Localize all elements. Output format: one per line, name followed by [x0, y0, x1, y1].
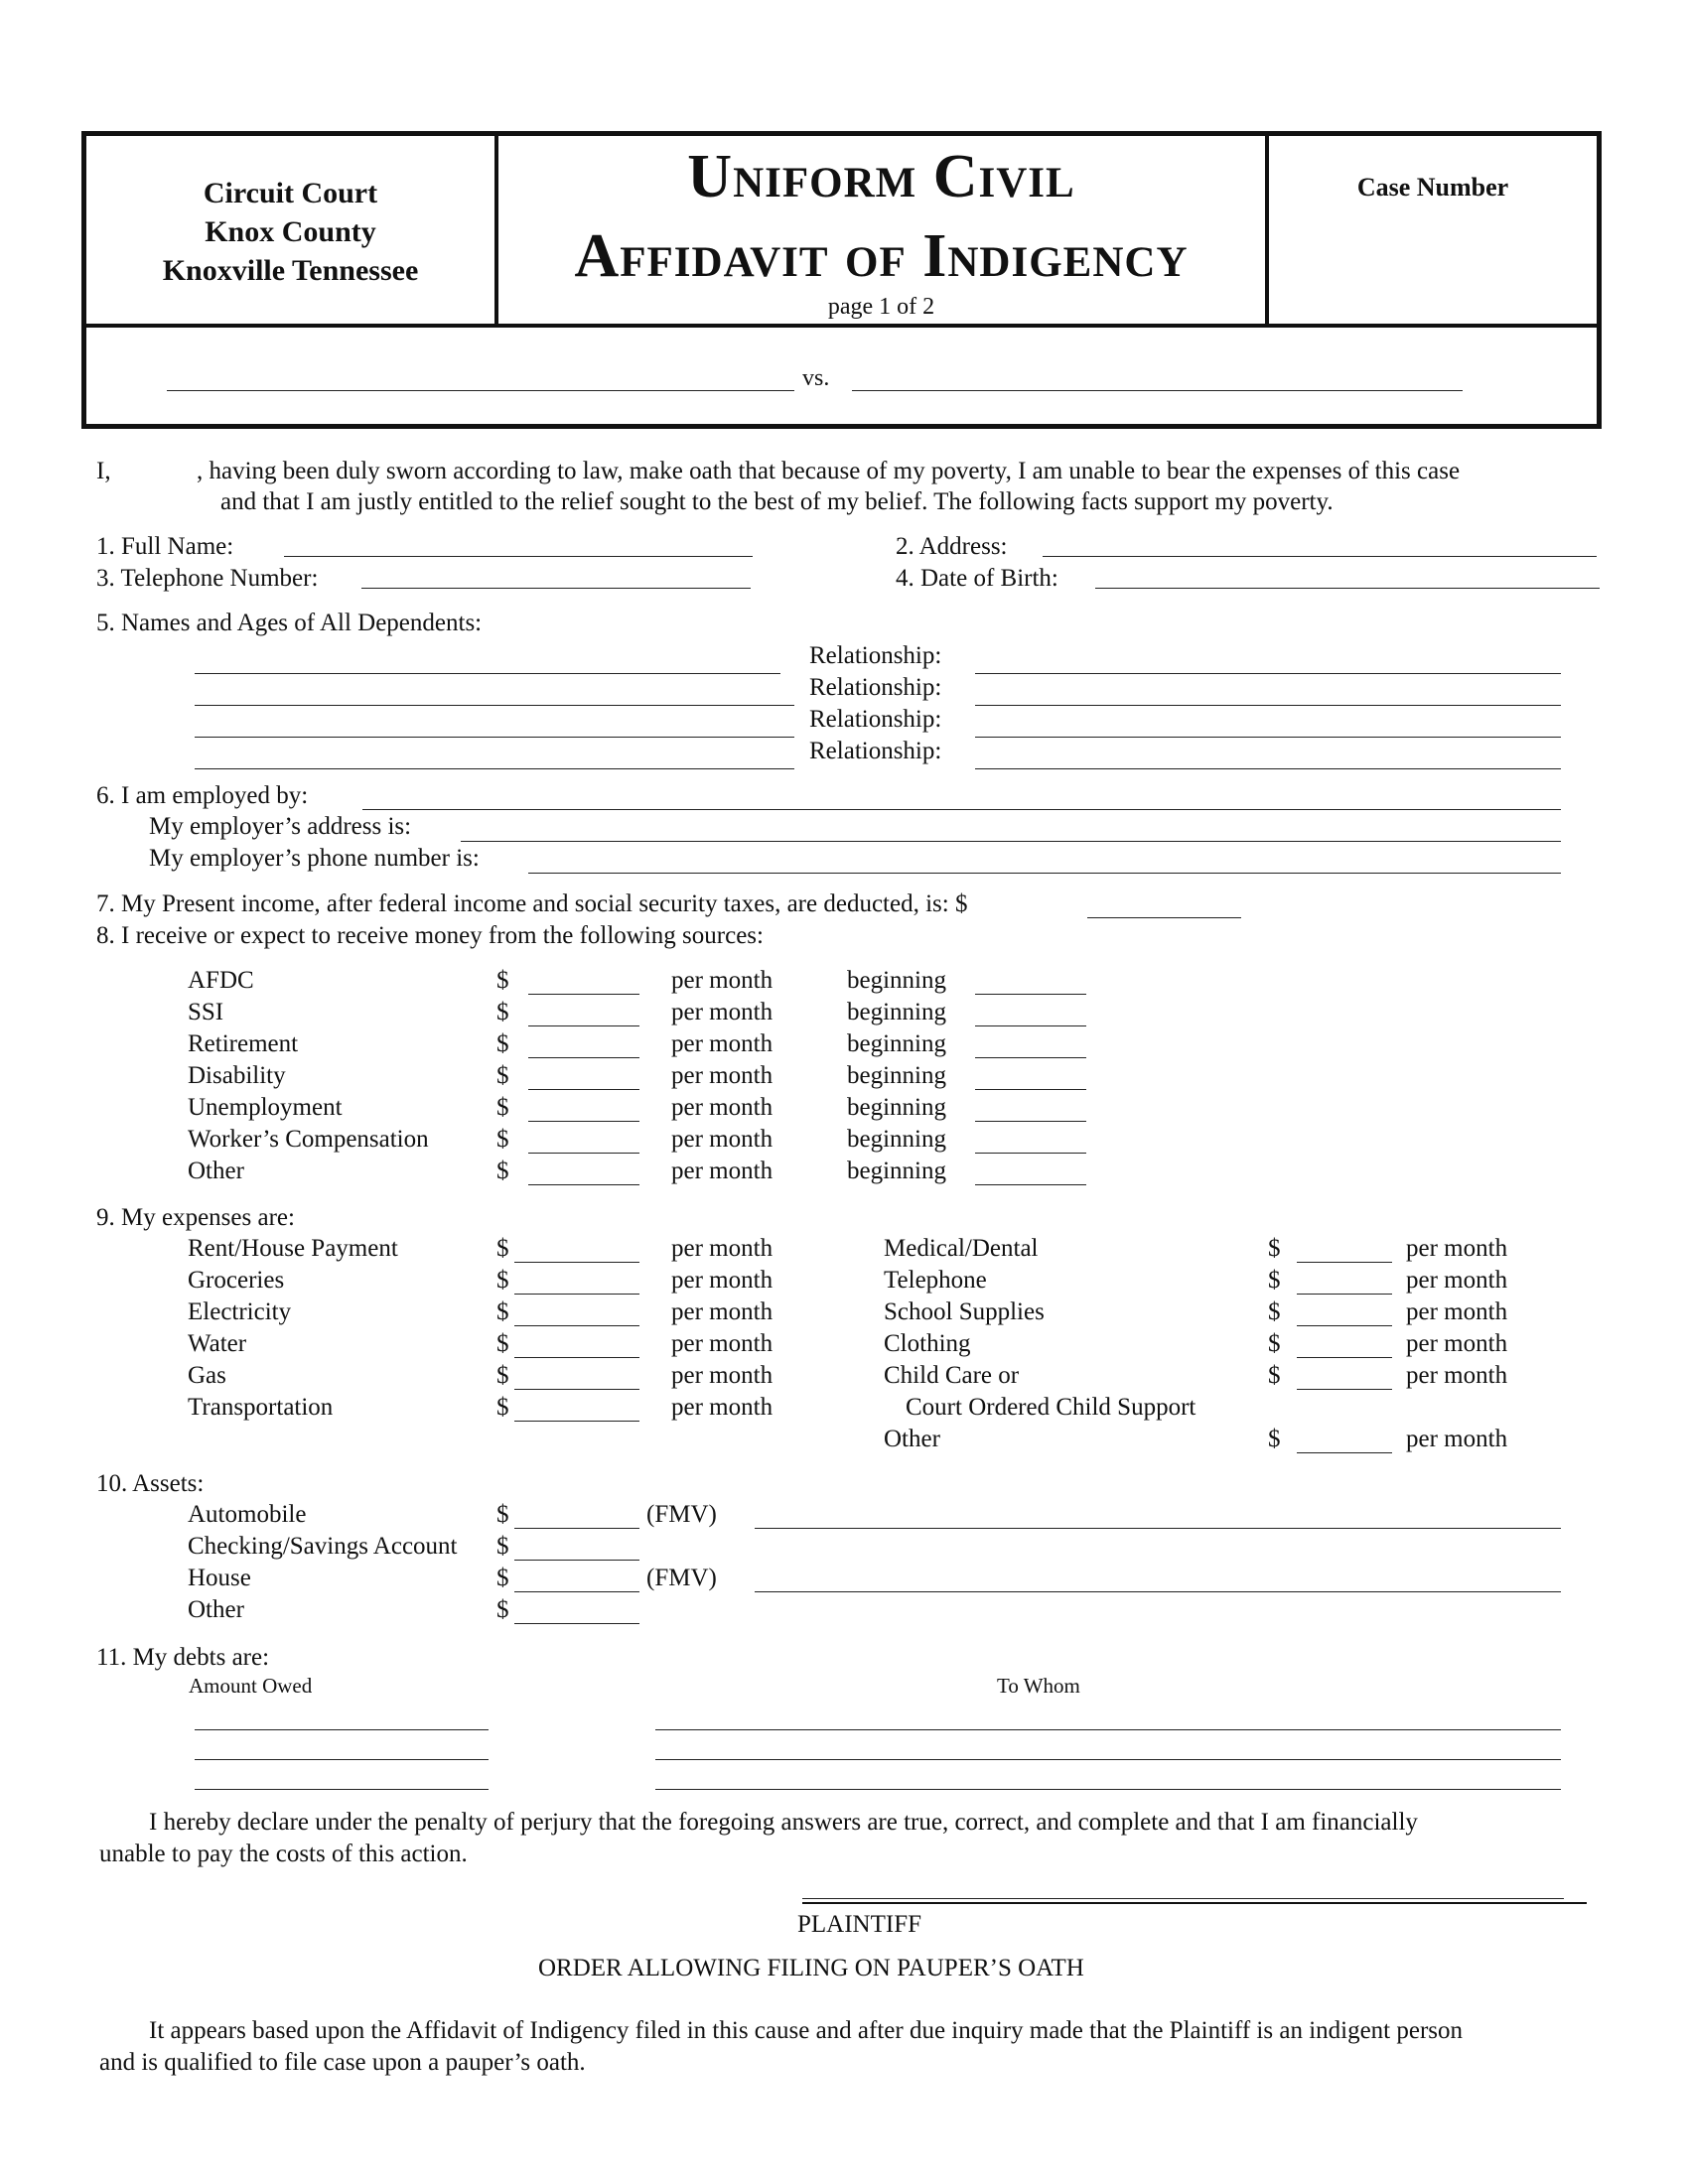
income-source-label: Disability	[188, 1062, 286, 1089]
header-divider	[81, 324, 1602, 328]
court-line: Knoxville Tennessee	[162, 254, 419, 287]
dollar-sign: $	[1268, 1267, 1281, 1294]
income-amount-field[interactable]	[528, 1123, 639, 1154]
income-begin-date-field[interactable]	[975, 1155, 1086, 1185]
dollar-sign: $	[496, 1298, 509, 1325]
full-name-field[interactable]	[284, 526, 753, 557]
expense-amount-field[interactable]	[514, 1327, 639, 1358]
debt-creditor-field[interactable]	[655, 1759, 1561, 1790]
dollar-sign: $	[496, 1501, 509, 1528]
debts-heading: 11. My debts are:	[96, 1644, 270, 1671]
case-number-label: Case Number	[1356, 173, 1509, 202]
dependent-name-field[interactable]	[195, 707, 794, 738]
to-whom-header: To Whom	[997, 1674, 1080, 1698]
relationship-label: Relationship:	[809, 706, 942, 733]
per-month-label: per month	[671, 1298, 774, 1325]
dollar-sign: $	[496, 1596, 509, 1623]
per-month-label: per month	[671, 1267, 774, 1294]
vs-label: vs.	[802, 365, 830, 391]
dollar-sign: $	[496, 1267, 509, 1294]
oath-i: I,	[96, 458, 111, 484]
per-month-label: per month	[671, 1062, 774, 1089]
asset-amount-field[interactable]	[514, 1498, 639, 1529]
income-begin-date-field[interactable]	[975, 1091, 1086, 1122]
expense-amount-field[interactable]	[1297, 1232, 1392, 1263]
dependent-relationship-field[interactable]	[975, 739, 1561, 769]
beginning-label: beginning	[847, 1030, 946, 1057]
dependent-relationship-field[interactable]	[975, 707, 1561, 738]
dollar-sign: $	[496, 1565, 509, 1591]
full-name-label: 1. Full Name:	[96, 533, 234, 560]
declaration-line-2: unable to pay the costs of this action.	[99, 1841, 468, 1867]
expense-amount-field[interactable]	[514, 1359, 639, 1390]
dollar-sign: $	[496, 1030, 509, 1057]
per-month-label: per month	[671, 1394, 774, 1421]
per-month-label: per month	[671, 1330, 774, 1357]
fmv-label: (FMV)	[646, 1501, 717, 1528]
income-source-label: Retirement	[188, 1030, 299, 1057]
present-income-field[interactable]	[1087, 887, 1241, 918]
expense-label: Electricity	[188, 1298, 292, 1325]
oath-line-1: , having been duly sworn according to law, make oath that because of my poverty, I am unable to bear the expenses of this case	[197, 458, 1461, 484]
income-begin-date-field[interactable]	[975, 1027, 1086, 1058]
plaintiff-label: PLAINTIFF	[797, 1911, 922, 1938]
debt-creditor-field[interactable]	[655, 1700, 1561, 1730]
employer-address-field[interactable]	[461, 811, 1561, 842]
dollar-sign: $	[496, 1126, 509, 1153]
income-source-label: SSI	[188, 999, 224, 1025]
income-begin-date-field[interactable]	[975, 996, 1086, 1026]
per-month-label: per month	[671, 1158, 774, 1184]
dollar-sign: $	[496, 1394, 509, 1421]
dollar-sign: $	[496, 1362, 509, 1389]
expense-label-continued: Court Ordered Child Support	[906, 1394, 1196, 1421]
income-source-label: AFDC	[188, 967, 254, 994]
order-heading: ORDER ALLOWING FILING ON PAUPER’S OATH	[538, 1955, 1084, 1981]
income-amount-field[interactable]	[528, 1027, 639, 1058]
case-number-field[interactable]	[1291, 213, 1569, 303]
income-source-label: Worker’s Compensation	[188, 1126, 429, 1153]
dependent-name-field[interactable]	[195, 739, 794, 769]
beginning-label: beginning	[847, 999, 946, 1025]
per-month-label: per month	[671, 1235, 774, 1262]
dependent-relationship-field[interactable]	[975, 675, 1561, 706]
debt-amount-field[interactable]	[195, 1759, 489, 1790]
expense-label: Telephone	[884, 1267, 987, 1294]
telephone-field[interactable]	[361, 558, 751, 589]
income-amount-field[interactable]	[528, 1155, 639, 1185]
asset-amount-field[interactable]	[514, 1530, 639, 1561]
per-month-label: per month	[1406, 1298, 1508, 1325]
beginning-label: beginning	[847, 967, 946, 994]
order-line-1: It appears based upon the Affidavit of Indigency filed in this cause and after due inquiry made that the Plaintiff is an indigent person	[149, 2017, 1464, 2044]
employer-label: 6. I am employed by:	[96, 782, 309, 809]
per-month-label: per month	[1406, 1362, 1508, 1389]
relationship-label: Relationship:	[809, 738, 942, 764]
expense-label: School Supplies	[884, 1298, 1045, 1325]
expense-label: Child Care or	[884, 1362, 1020, 1389]
expense-amount-field[interactable]	[1297, 1423, 1392, 1453]
expenses-heading: 9. My expenses are:	[96, 1204, 295, 1231]
expense-amount-field[interactable]	[514, 1232, 639, 1263]
form-title	[501, 137, 1261, 296]
dollar-sign: $	[496, 1533, 509, 1560]
address-label: 2. Address:	[896, 533, 1008, 560]
header-col-divider-2	[1265, 131, 1269, 326]
per-month-label: per month	[671, 1094, 774, 1121]
income-amount-field[interactable]	[528, 996, 639, 1026]
per-month-label: per month	[1406, 1235, 1508, 1262]
expense-amount-field[interactable]	[1297, 1264, 1392, 1295]
asset-description-field[interactable]	[755, 1562, 1561, 1592]
expense-label: Transportation	[188, 1394, 334, 1421]
income-amount-field[interactable]	[528, 1091, 639, 1122]
dependent-relationship-field[interactable]	[975, 643, 1561, 674]
beginning-label: beginning	[847, 1158, 946, 1184]
expense-label: Groceries	[188, 1267, 285, 1294]
dependent-name-field[interactable]	[195, 675, 794, 706]
expense-amount-field[interactable]	[514, 1391, 639, 1422]
per-month-label: per month	[1406, 1426, 1508, 1452]
beginning-label: beginning	[847, 1126, 946, 1153]
income-amount-field[interactable]	[528, 1059, 639, 1090]
expense-amount-field[interactable]	[1297, 1359, 1392, 1390]
plaintiff-name-field[interactable]	[167, 360, 794, 391]
asset-label: Other	[188, 1596, 244, 1623]
expense-amount-field[interactable]	[1297, 1327, 1392, 1358]
employer-field[interactable]	[362, 779, 1561, 810]
income-begin-date-field[interactable]	[975, 964, 1086, 995]
dollar-sign: $	[496, 1094, 509, 1121]
assets-heading: 10. Assets:	[96, 1470, 205, 1497]
plaintiff-signature-field[interactable]	[802, 1868, 1564, 1899]
telephone-label: 3. Telephone Number:	[96, 565, 319, 592]
income-amount-field[interactable]	[528, 964, 639, 995]
court-line: Circuit Court	[203, 177, 378, 209]
per-month-label: per month	[671, 1362, 774, 1389]
dollar-sign: $	[496, 967, 509, 994]
relationship-label: Relationship:	[809, 642, 942, 669]
expense-amount-field[interactable]	[514, 1264, 639, 1295]
dollar-sign: $	[1268, 1235, 1281, 1262]
asset-description-field[interactable]	[755, 1498, 1561, 1529]
fmv-label: (FMV)	[646, 1565, 717, 1591]
expense-label: Rent/House Payment	[188, 1235, 398, 1262]
dollar-sign: $	[1268, 1298, 1281, 1325]
dependent-name-field[interactable]	[195, 643, 780, 674]
expense-label: Medical/Dental	[884, 1235, 1039, 1262]
amount-owed-header: Amount Owed	[189, 1674, 313, 1698]
asset-label: House	[188, 1565, 251, 1591]
per-month-label: per month	[1406, 1267, 1508, 1294]
expense-label: Other	[884, 1426, 940, 1452]
income-source-label: Unemployment	[188, 1094, 343, 1121]
signature-line	[802, 1902, 1587, 1904]
expense-label: Gas	[188, 1362, 226, 1389]
relationship-label: Relationship:	[809, 674, 942, 701]
title-line-1: Uniform Civil	[687, 143, 1075, 210]
income-begin-date-field[interactable]	[975, 1059, 1086, 1090]
oath-line-2: and that I am justly entitled to the relief sought to the best of my belief. The following facts support my poverty.	[220, 488, 1334, 515]
debt-creditor-field[interactable]	[655, 1729, 1561, 1760]
per-month-label: per month	[671, 967, 774, 994]
dollar-sign: $	[496, 1062, 509, 1089]
expense-label: Clothing	[884, 1330, 971, 1357]
defendant-name-field[interactable]	[852, 360, 1463, 391]
present-income-label: 7. My Present income, after federal income and social security taxes, are deducted, is: $	[96, 890, 968, 917]
beginning-label: beginning	[847, 1094, 946, 1121]
dob-label: 4. Date of Birth:	[896, 565, 1058, 592]
asset-amount-field[interactable]	[514, 1562, 639, 1592]
per-month-label: per month	[1406, 1330, 1508, 1357]
dob-field[interactable]	[1095, 558, 1600, 589]
per-month-label: per month	[671, 1126, 774, 1153]
court-line: Knox County	[205, 215, 376, 248]
expense-amount-field[interactable]	[514, 1296, 639, 1326]
dollar-sign: $	[1268, 1426, 1281, 1452]
debt-amount-field[interactable]	[195, 1729, 489, 1760]
employer-phone-field[interactable]	[528, 843, 1561, 874]
dollar-sign: $	[496, 1235, 509, 1262]
title-line-2: Affidavit of Indigency	[574, 222, 1189, 290]
dollar-sign: $	[496, 999, 509, 1025]
employer-phone-label: My employer’s phone number is:	[149, 845, 480, 872]
per-month-label: per month	[671, 1030, 774, 1057]
declaration-line-1: I hereby declare under the penalty of perjury that the foregoing answers are true, correct, and complete and that I am financially	[149, 1809, 1418, 1836]
expense-label: Water	[188, 1330, 247, 1357]
dollar-sign: $	[496, 1330, 509, 1357]
debt-amount-field[interactable]	[195, 1700, 489, 1730]
dollar-sign: $	[1268, 1330, 1281, 1357]
page-info: page 1 of 2	[827, 294, 935, 320]
asset-label: Automobile	[188, 1501, 307, 1528]
dollar-sign: $	[1268, 1362, 1281, 1389]
beginning-label: beginning	[847, 1062, 946, 1089]
income-sources-heading: 8. I receive or expect to receive money from the following sources:	[96, 922, 764, 949]
dependents-heading: 5. Names and Ages of All Dependents:	[96, 610, 483, 636]
court-name	[84, 174, 496, 290]
asset-amount-field[interactable]	[514, 1593, 639, 1624]
address-field[interactable]	[1043, 526, 1597, 557]
income-begin-date-field[interactable]	[975, 1123, 1086, 1154]
per-month-label: per month	[671, 999, 774, 1025]
asset-label: Checking/Savings Account	[188, 1533, 458, 1560]
order-line-2: and is qualified to file case upon a pauper’s oath.	[99, 2049, 586, 2076]
income-source-label: Other	[188, 1158, 244, 1184]
expense-amount-field[interactable]	[1297, 1296, 1392, 1326]
employer-address-label: My employer’s address is:	[149, 813, 412, 840]
dollar-sign: $	[496, 1158, 509, 1184]
